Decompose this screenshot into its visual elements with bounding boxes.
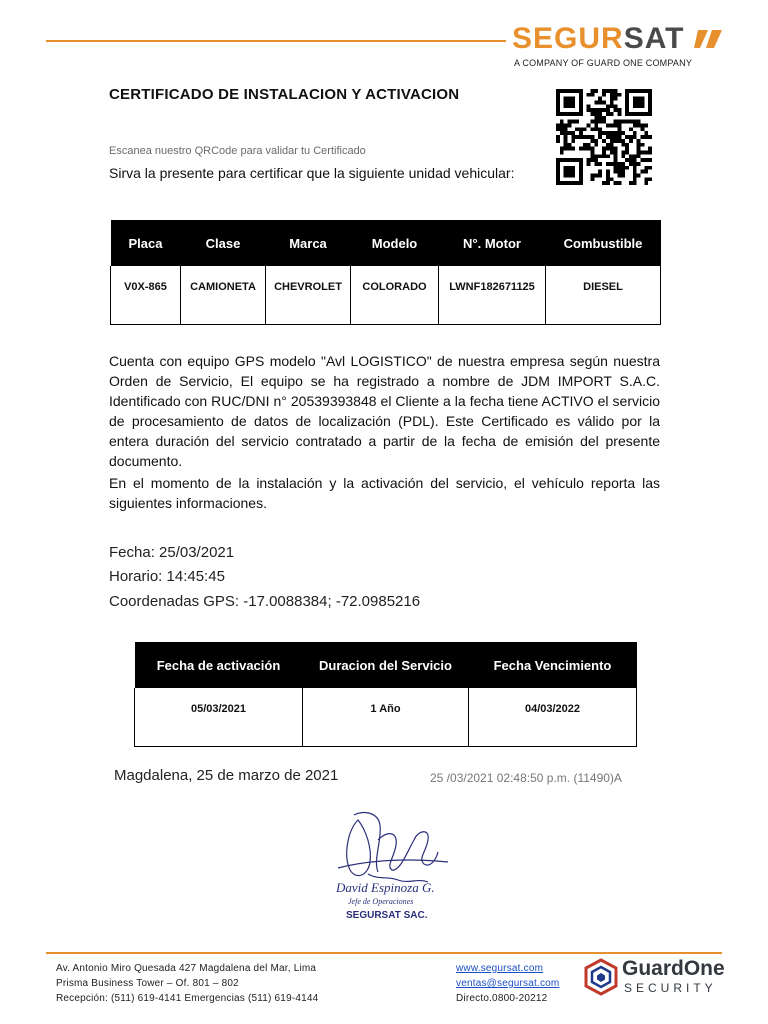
- cell-clase: CAMIONETA: [181, 266, 266, 325]
- cell-modelo: COLORADO: [351, 266, 439, 325]
- guardone-security: SECURITY: [624, 981, 717, 995]
- website-link[interactable]: www.segursat.com: [456, 963, 544, 974]
- signature-role: Jefe de Operaciones: [348, 897, 414, 906]
- cell-fecha-activacion: 05/03/2021: [135, 688, 303, 747]
- col-motor: N°. Motor: [439, 220, 546, 266]
- col-duracion: Duracion del Servicio: [303, 642, 469, 688]
- col-fecha-vencimiento: Fecha Vencimiento: [469, 642, 637, 688]
- signature-stamp-icon: [318, 800, 458, 925]
- logo-part-sat: SAT: [623, 22, 685, 55]
- vehicle-table-header: [111, 220, 661, 266]
- signature-name: David Espinoza G.: [336, 880, 435, 895]
- col-modelo: Modelo: [351, 220, 439, 266]
- place-date: Magdalena, 25 de marzo de 2021: [114, 767, 339, 784]
- intro-text: Sirva la presente para certificar que la siguiente unidad vehicular:: [109, 165, 515, 181]
- qr-code-icon[interactable]: [555, 89, 653, 185]
- direct-phone: Directo.0800-20212: [456, 993, 548, 1004]
- table-row: [111, 266, 661, 325]
- col-clase: Clase: [181, 220, 266, 266]
- guardone-name: GuardOne: [622, 957, 725, 980]
- vehicle-table: [110, 220, 661, 325]
- report-horario: Horario: 14:45:45: [109, 568, 225, 585]
- footer-address-line-1: Av. Antonio Miro Quesada 427 Magdalena del Mar, Lima: [56, 963, 317, 974]
- col-combustible: Combustible: [546, 220, 661, 266]
- footer-rule: [46, 952, 722, 954]
- signature-company: SEGURSAT SAC.: [346, 910, 428, 921]
- cell-combustible: DIESEL: [546, 266, 661, 325]
- col-placa: Placa: [111, 220, 181, 266]
- report-coordenadas: Coordenadas GPS: -17.0088384; -72.0985216: [109, 593, 421, 610]
- report-paragraph: En el momento de la instalación y la activación del servicio, el vehículo reporta las siguientes informaciones.: [109, 475, 660, 511]
- col-marca: Marca: [266, 220, 351, 266]
- logo-tagline: A COMPANY OF GUARD ONE COMPANY: [514, 58, 693, 68]
- footer-contact: [456, 961, 559, 1006]
- header-rule: [46, 40, 506, 42]
- cell-duracion: 1 Año: [303, 688, 469, 747]
- segursat-mark-icon: [694, 26, 724, 52]
- email-link[interactable]: ventas@segursat.com: [456, 978, 560, 989]
- document-title: CERTIFICADO DE INSTALACION Y ACTIVACION: [109, 86, 460, 103]
- table-row: [135, 688, 637, 747]
- qr-hint: Escanea nuestro QRCode para validar tu Certificado: [109, 145, 366, 157]
- footer-address-line-2: Prisma Business Tower – Of. 801 – 802: [56, 978, 239, 989]
- service-table: [134, 642, 637, 747]
- segursat-logo: [512, 22, 684, 56]
- service-table-header: [135, 642, 637, 688]
- logo-part-segur: SEGUR: [512, 22, 624, 55]
- col-fecha-activacion: Fecha de activación: [135, 642, 303, 688]
- guardone-logo-icon: [583, 958, 619, 996]
- cell-fecha-vencimiento: 04/03/2022: [469, 688, 637, 747]
- issue-timestamp: 25 /03/2021 02:48:50 p.m. (11490)A: [430, 771, 622, 785]
- cell-motor: LWNF182671125: [439, 266, 546, 325]
- cell-marca: CHEVROLET: [266, 266, 351, 325]
- footer-phones: Recepción: (511) 619-4141 Emergencias (511) 619-4144: [56, 993, 319, 1004]
- cell-placa: V0X-865: [111, 266, 181, 325]
- footer-address: [56, 961, 318, 1006]
- report-fecha: Fecha: 25/03/2021: [109, 544, 235, 561]
- gps-paragraph: Cuenta con equipo GPS modelo "Avl LOGISTICO" de nuestra empresa según nuestra Orden de Servicio, El equipo se ha registrado a nombre de JDM IMPORT S.A.C. Identificado con RUC/DNI n° 20539393848 el Cliente a la fecha tiene ACTIVO el servicio de procesamiento de datos de localización (PDL). Este Certificado es válido por la entera duración del servicio contratado a partir de la fecha de emisión del presente documento.: [109, 353, 660, 469]
